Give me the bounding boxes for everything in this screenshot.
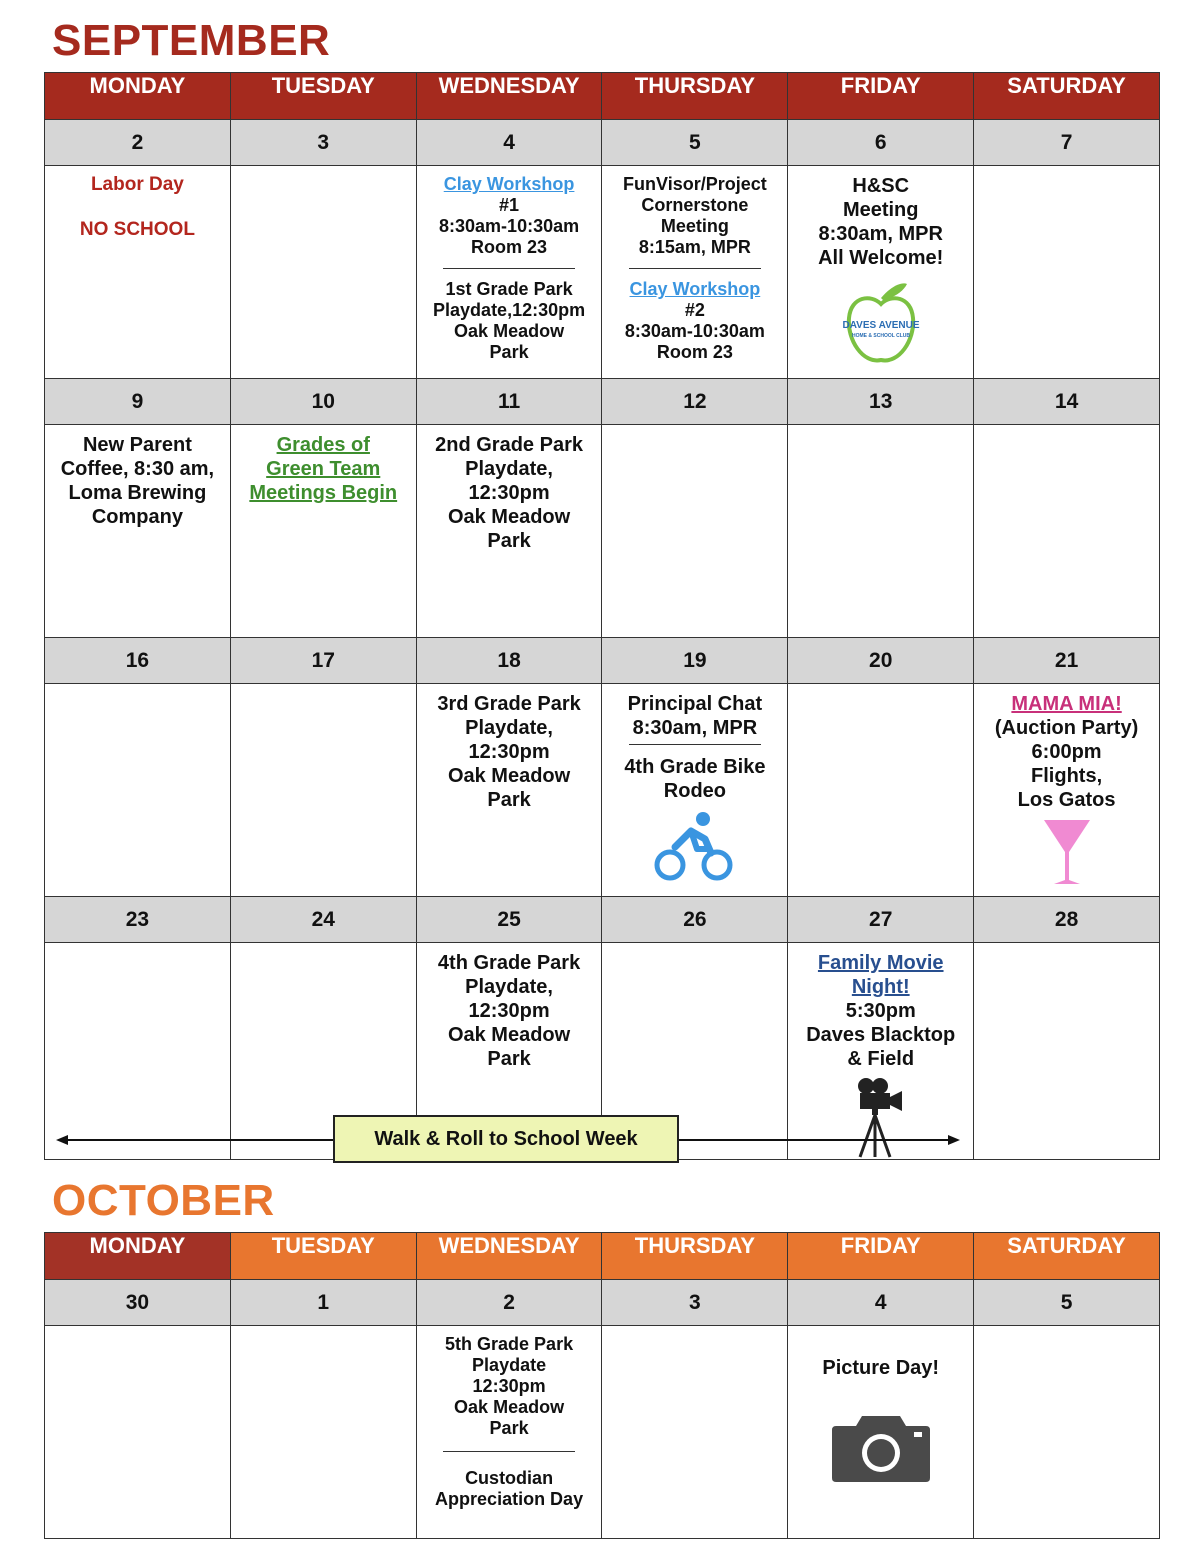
event-row xyxy=(45,684,1160,897)
event-text: #2 xyxy=(684,300,705,320)
september-title: SEPTEMBER xyxy=(52,16,331,65)
day-header-wednesday: WEDNESDAY xyxy=(416,73,602,120)
event-text: Oak Meadow xyxy=(454,321,565,341)
event-text: Park xyxy=(487,789,531,811)
event-text: Park xyxy=(487,530,531,552)
event-cell-sep-13 xyxy=(788,425,974,638)
day-header-monday: MONDAY xyxy=(45,73,231,120)
day-header-wednesday: WEDNESDAY xyxy=(416,1233,602,1280)
labor-day-label: Labor Day xyxy=(90,174,184,195)
event-cell-sep-12 xyxy=(602,425,788,638)
event-cell-sep-16 xyxy=(45,684,231,897)
apple-logo-icon xyxy=(841,276,921,368)
date-row xyxy=(45,638,1160,684)
event-text: 6:00pm xyxy=(1031,741,1102,763)
event-text: 8:30am, MPR xyxy=(632,717,758,739)
date-cell: 21 xyxy=(974,638,1160,684)
event-text: Room 23 xyxy=(471,237,548,257)
event-cell-sep-7 xyxy=(974,166,1160,379)
event-cell-oct-2 xyxy=(416,1326,602,1539)
event-cell-sep-18 xyxy=(416,684,602,897)
date-cell: 5 xyxy=(974,1280,1160,1326)
event-text: 4th Grade Park xyxy=(437,952,581,974)
martini-glass-icon xyxy=(1042,818,1092,888)
event-cell-oct-5 xyxy=(974,1326,1160,1539)
date-cell: 12 xyxy=(602,379,788,425)
event-cell-sep-17 xyxy=(230,684,416,897)
event-text: 5:30pm xyxy=(845,1000,916,1022)
event-text: Playdate,12:30pm xyxy=(433,300,586,320)
no-school-label: NO SCHOOL xyxy=(79,219,195,240)
event-text: Rodeo xyxy=(663,780,726,802)
clay-workshop-2-link[interactable]: Clay Workshop xyxy=(629,279,761,299)
date-cell: 4 xyxy=(788,1280,974,1326)
event-text: 1st Grade Park xyxy=(445,279,573,299)
divider xyxy=(443,268,575,269)
date-row xyxy=(45,379,1160,425)
october-calendar xyxy=(44,1232,1160,1539)
event-text: 12:30pm xyxy=(468,1000,550,1022)
mama-mia-link[interactable]: MAMA MIA! xyxy=(1011,693,1122,715)
event-text: Playdate, xyxy=(465,717,553,739)
event-text: Appreciation Day xyxy=(435,1489,584,1509)
event-text: Los Gatos xyxy=(1017,789,1116,811)
event-text: Oak Meadow xyxy=(447,1024,571,1046)
event-text: Park xyxy=(487,1048,531,1070)
day-header-saturday: SATURDAY xyxy=(974,1233,1160,1280)
event-cell-sep-19 xyxy=(602,684,788,897)
date-cell: 3 xyxy=(230,120,416,166)
date-cell: 11 xyxy=(416,379,602,425)
event-text: Room 23 xyxy=(656,342,733,362)
divider xyxy=(443,1451,575,1452)
link-text: Grades of xyxy=(276,434,370,456)
event-cell-sep-30 xyxy=(45,1326,231,1539)
event-text: Park xyxy=(489,342,529,362)
event-text: 8:30am, MPR xyxy=(818,223,943,245)
date-cell: 17 xyxy=(230,638,416,684)
event-text: Playdate xyxy=(472,1355,547,1375)
event-cell-oct-1 xyxy=(230,1326,416,1539)
logo-subtext: HOME & SCHOOL CLUB xyxy=(851,333,910,339)
event-cell-sep-6 xyxy=(788,166,974,379)
date-cell: 13 xyxy=(788,379,974,425)
event-cell-sep-3 xyxy=(230,166,416,379)
date-cell: 5 xyxy=(602,120,788,166)
date-cell: 2 xyxy=(416,1280,602,1326)
event-text: Principal Chat xyxy=(627,693,763,715)
date-cell: 4 xyxy=(416,120,602,166)
event-text: FunVisor/Project xyxy=(623,174,767,194)
day-header-friday: FRIDAY xyxy=(788,1233,974,1280)
event-cell-sep-11 xyxy=(416,425,602,638)
date-cell: 2 xyxy=(45,120,231,166)
weekday-header-row xyxy=(45,1233,1160,1280)
day-header-thursday: THURSDAY xyxy=(602,1233,788,1280)
event-text: Oak Meadow xyxy=(447,506,571,528)
date-cell: 20 xyxy=(788,638,974,684)
link-text: Meetings Begin xyxy=(249,482,398,504)
event-text: Loma Brewing xyxy=(68,482,207,504)
divider xyxy=(629,268,761,269)
event-cell-sep-10 xyxy=(230,425,416,638)
event-cell-oct-4 xyxy=(788,1326,974,1539)
date-cell: 18 xyxy=(416,638,602,684)
event-text: Playdate, xyxy=(465,976,553,998)
event-text: 3rd Grade Park xyxy=(437,693,581,715)
event-row xyxy=(45,425,1160,638)
event-text: New Parent xyxy=(82,434,192,456)
october-title: OCTOBER xyxy=(52,1176,275,1225)
event-text: All Welcome! xyxy=(818,247,944,269)
event-cell-sep-2 xyxy=(45,166,231,379)
walk-roll-week-banner: Walk & Roll to School Week xyxy=(333,1115,679,1163)
grades-of-green-link[interactable] xyxy=(231,425,416,505)
bicycle-icon xyxy=(653,809,737,883)
event-text: Flights, xyxy=(1031,765,1103,787)
date-cell: 25 xyxy=(416,897,602,943)
event-text: Oak Meadow xyxy=(447,765,571,787)
date-row xyxy=(45,1280,1160,1326)
day-header-friday: FRIDAY xyxy=(788,73,974,120)
event-text: Meeting xyxy=(842,199,919,221)
event-text: Oak Meadow xyxy=(454,1397,565,1417)
event-row xyxy=(45,1326,1160,1539)
event-text: 4th Grade Bike xyxy=(624,756,766,778)
event-text: Park xyxy=(489,1418,529,1438)
date-cell: 7 xyxy=(974,120,1160,166)
event-cell-sep-21 xyxy=(974,684,1160,897)
event-cell-sep-5 xyxy=(602,166,788,379)
logo-text: DAVES AVENUE xyxy=(842,320,920,331)
event-cell-sep-9 xyxy=(45,425,231,638)
event-text: Custodian xyxy=(465,1468,554,1488)
event-cell-sep-4 xyxy=(416,166,602,379)
clay-workshop-1-link[interactable]: Clay Workshop xyxy=(443,174,575,194)
day-header-saturday: SATURDAY xyxy=(974,73,1160,120)
date-cell: 9 xyxy=(45,379,231,425)
event-cell-sep-23 xyxy=(45,943,231,1160)
event-text: Company xyxy=(91,506,183,528)
date-cell: 30 xyxy=(45,1280,231,1326)
september-calendar xyxy=(44,72,1160,1160)
event-text: 8:30am-10:30am xyxy=(439,216,580,236)
event-cell-oct-3 xyxy=(602,1326,788,1539)
family-movie-night-link[interactable]: Night! xyxy=(851,976,910,998)
event-text: #1 xyxy=(499,195,520,215)
day-header-thursday: THURSDAY xyxy=(602,73,788,120)
event-cell-sep-28 xyxy=(974,943,1160,1160)
event-text: 8:30am-10:30am xyxy=(624,321,765,341)
event-text: H&SC xyxy=(852,175,910,197)
event-text: Coffee, 8:30 am, xyxy=(60,458,215,480)
day-header-tuesday: TUESDAY xyxy=(230,1233,416,1280)
event-text: Daves Blacktop xyxy=(806,1024,956,1046)
camera-icon xyxy=(832,1412,930,1482)
date-cell: 27 xyxy=(788,897,974,943)
date-cell: 3 xyxy=(602,1280,788,1326)
weekday-header-row xyxy=(45,73,1160,120)
link-text: Green Team xyxy=(266,458,381,480)
event-text: Picture Day! xyxy=(822,1357,940,1379)
day-header-monday: MONDAY xyxy=(45,1233,231,1280)
event-text: 2nd Grade Park xyxy=(435,434,583,456)
divider xyxy=(629,744,761,745)
date-cell: 23 xyxy=(45,897,231,943)
date-cell: 26 xyxy=(602,897,788,943)
event-text: Playdate, xyxy=(465,458,553,480)
date-cell: 14 xyxy=(974,379,1160,425)
date-cell: 6 xyxy=(788,120,974,166)
event-text: 12:30pm xyxy=(472,1376,546,1396)
event-text: Meeting xyxy=(660,216,729,236)
date-row xyxy=(45,897,1160,943)
event-text: 12:30pm xyxy=(468,482,550,504)
day-header-tuesday: TUESDAY xyxy=(230,73,416,120)
event-text: 5th Grade Park xyxy=(445,1334,574,1354)
date-cell: 19 xyxy=(602,638,788,684)
event-cell-sep-20 xyxy=(788,684,974,897)
event-cell-sep-14 xyxy=(974,425,1160,638)
date-row xyxy=(45,120,1160,166)
date-cell: 16 xyxy=(45,638,231,684)
event-cell-sep-27 xyxy=(788,943,974,1160)
date-cell: 28 xyxy=(974,897,1160,943)
date-cell: 10 xyxy=(230,379,416,425)
family-movie-night-link[interactable]: Family Movie xyxy=(817,952,944,974)
event-text: (Auction Party) xyxy=(994,717,1139,739)
event-text: 8:15am, MPR xyxy=(638,237,751,257)
date-cell: 24 xyxy=(230,897,416,943)
date-cell: 1 xyxy=(230,1280,416,1326)
event-text: & Field xyxy=(847,1048,915,1070)
event-text: Cornerstone xyxy=(641,195,749,215)
event-text: 12:30pm xyxy=(468,741,550,763)
event-row xyxy=(45,166,1160,379)
